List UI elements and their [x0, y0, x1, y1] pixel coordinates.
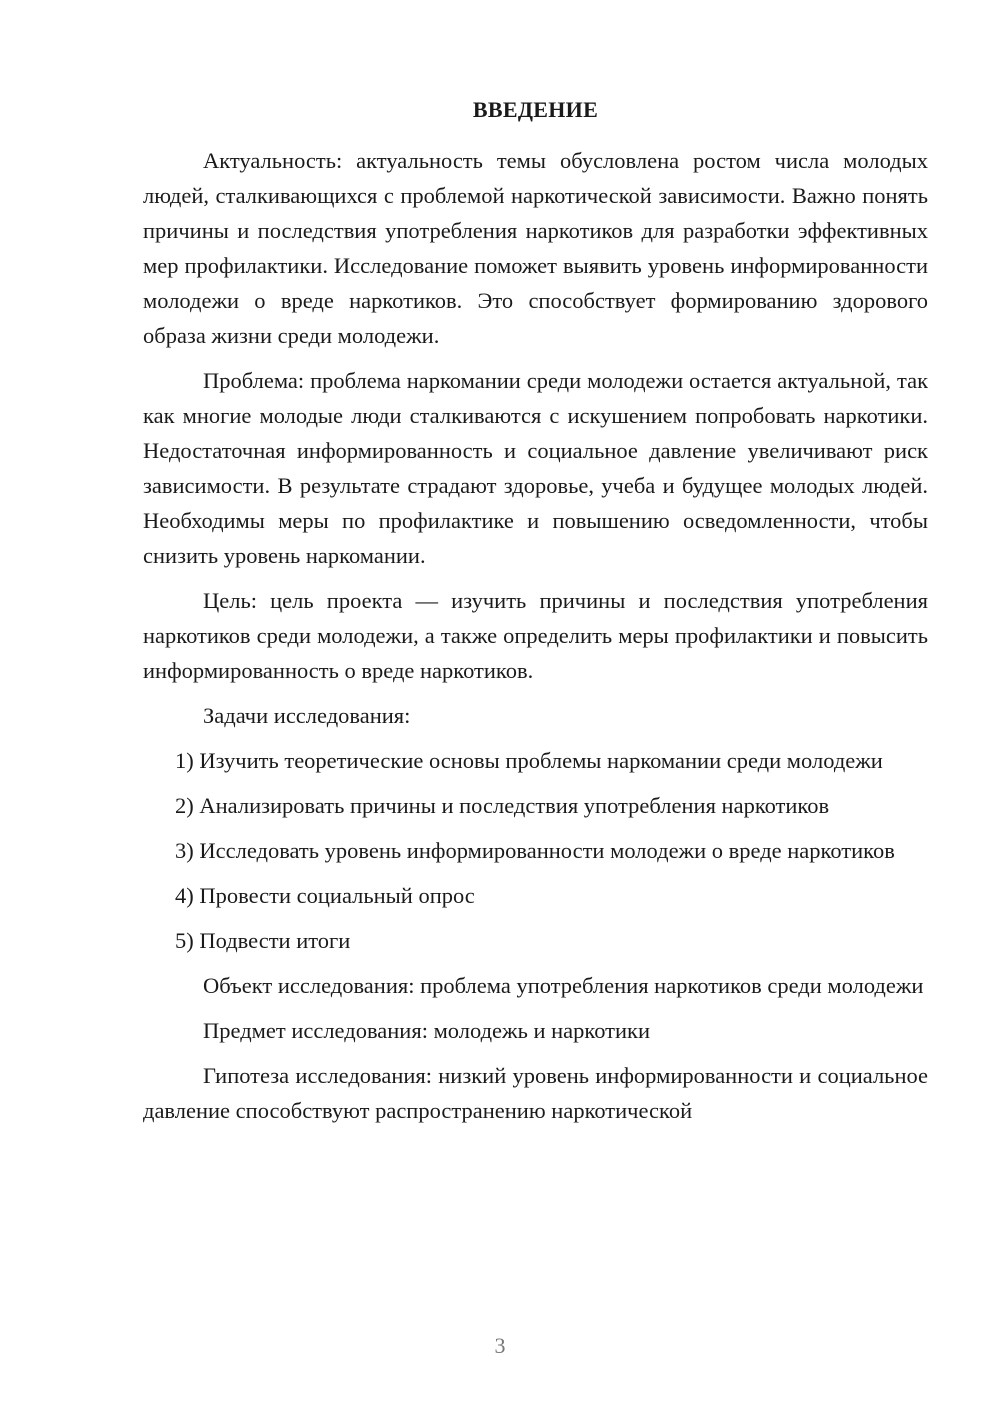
- paragraph-object: Объект исследования: проблема употребления наркотиков среди молодежи: [203, 973, 924, 998]
- task-item-1: 1) Изучить теоретические основы проблемы наркомании среди молодежи: [175, 748, 883, 773]
- page-number: 3: [494, 1333, 506, 1358]
- task-item-4: 4) Провести социальный опрос: [175, 883, 475, 908]
- task-item-2: 2) Анализировать причины и последствия употребления наркотиков: [175, 793, 830, 818]
- paragraph-subject: Предмет исследования: молодежь и наркотики: [203, 1018, 650, 1043]
- paragraph-relevance: Актуальность: актуальность темы обусловлена ростом числа молодых людей, сталкивающихся с проблемой наркотической зависимости. Важно понять причины и последствия употребления наркотиков для разработки эффективных мер профилактики. Исследование поможет выявить уровень информированности молодежи о вреде наркотиков. Это способствует формированию здорового образа жизни среди молодежи.: [143, 148, 928, 348]
- task-item-5: 5) Подвести итоги: [175, 928, 351, 953]
- paragraph-goal: Цель: цель проекта — изучить причины и последствия употребления наркотиков среди молодежи, а также определить меры профилактики и повысить информированность о вреде наркотиков.: [143, 588, 928, 683]
- paragraph-hypothesis: Гипотеза исследования: низкий уровень информированности и социальное давление способствуют распространению наркотической: [143, 1063, 928, 1123]
- document-page: [143, 95, 928, 1138]
- paragraph-problem: Проблема: проблема наркомании среди молодежи остается актуальной, так как многие молодые люди сталкиваются с искушением попробовать наркотики. Недостаточная информированность и социальное давление увеличивают риск зависимости. В результате страдают здоровье, учеба и будущее молодых людей. Необходимы меры по профилактике и повышению осведомленности, чтобы снизить уровень наркомании.: [143, 368, 928, 568]
- task-item-3: 3) Исследовать уровень информированности молодежи о вреде наркотиков: [175, 838, 895, 863]
- tasks-heading: Задачи исследования:: [203, 703, 411, 728]
- page-title: ВВЕДЕНИЕ: [472, 97, 599, 122]
